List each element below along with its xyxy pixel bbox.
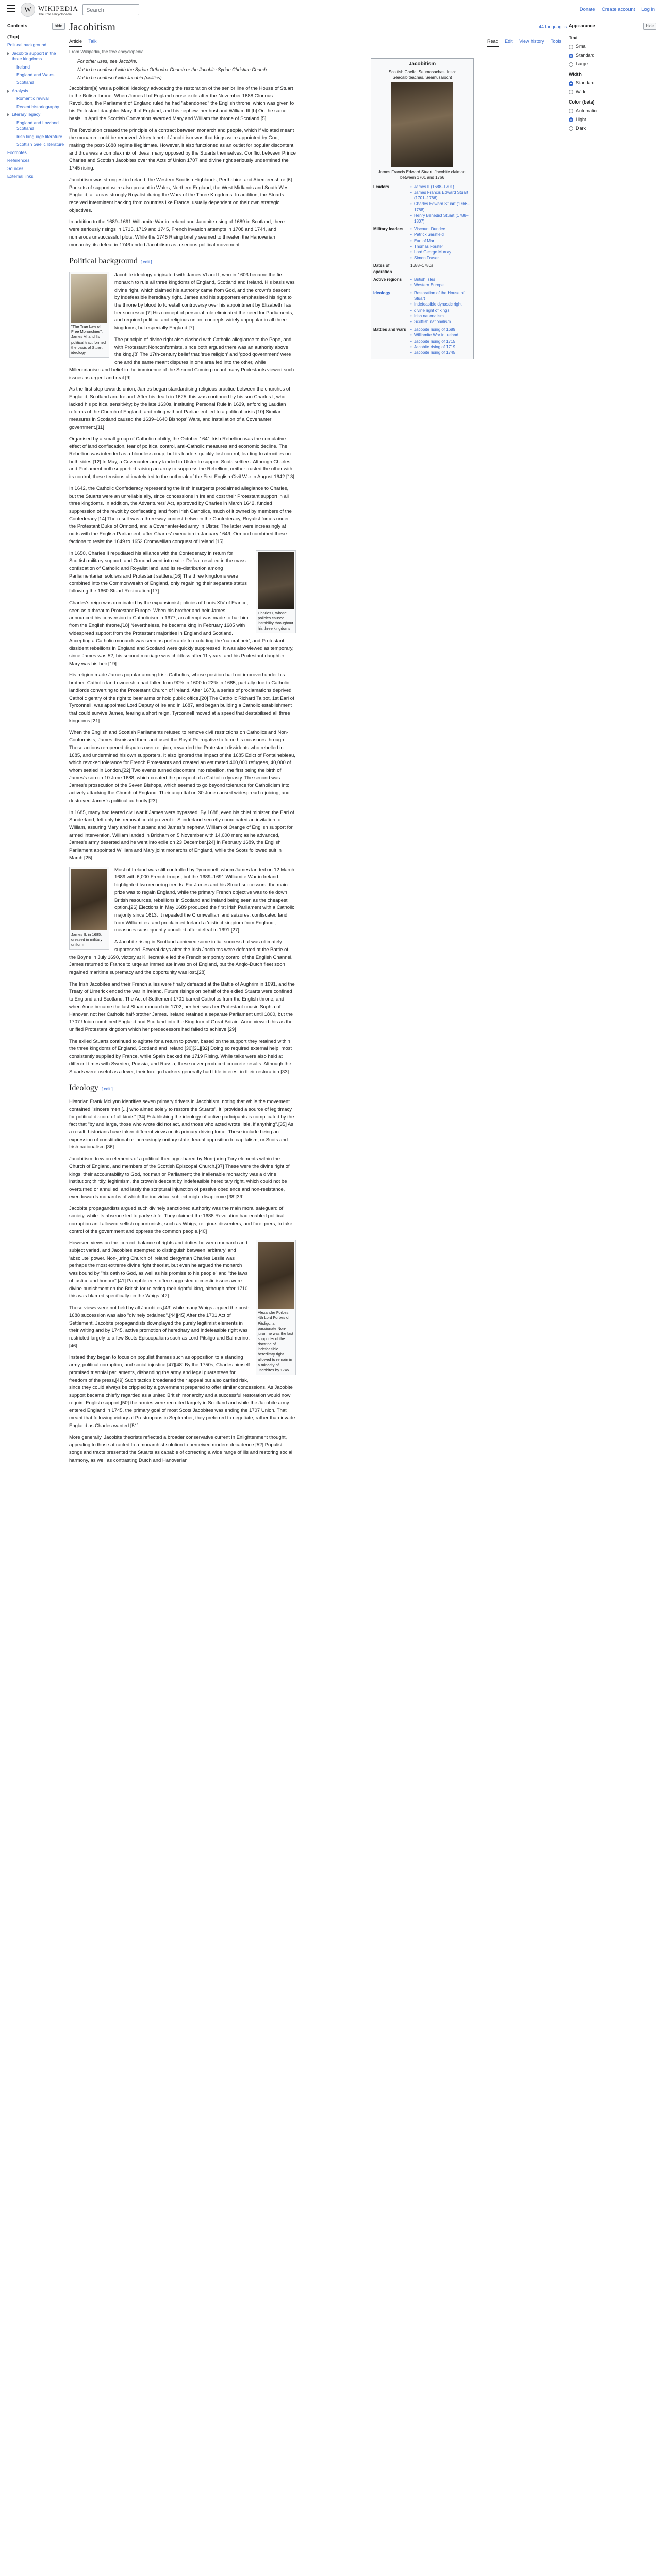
region-item[interactable]: • British Isles [410,277,471,282]
toc-item[interactable]: External links [7,174,34,179]
infobox-subtitle: Scottish Gaelic: Seumasachas; Irish: Séacaibíteachas, Séamusaíocht [388,70,456,80]
paragraph: Jacobitism drew on elements of a political theology shared by Non-juring Tory elements within the Church of England, and members of the Scottish Episcopal Church.[37] These were the divine right of kings, their accountability to God, not man or Parliament; the inalienable monarchy was a divine institution; thirdly, legitimism, the crown's descent by indefeasible hereditary right, which could not be overturned or annulled; and lastly the scriptural injunction of passive obedience and non-resistance, even towards monarchs of which the individual subject might disapprove.[38][39] [69,1156,290,1200]
ideology-item[interactable]: • Scottish nationalism [410,319,471,325]
toc-item[interactable]: Recent historiography [16,104,59,109]
leader-item[interactable]: • James Francis Edward Stuart (1701–1766) [410,190,471,201]
figure-image[interactable] [258,552,294,609]
leader-item[interactable]: • James II (1688–1701) [410,184,471,190]
toc-header [7,23,65,31]
paragraph: Jacobitism was strongest in Ireland, the Western Scottish Highlands, Perthshire, and Aberdeenshire.[6] Pockets of support were also present in Wales, Northern England, the West Midlands and South West England, all areas strongly Royalist during the Wars of the Three Kingdoms. In addition, the Stuarts received intermittent backing from countries like France, usually dependent on their own strategic objectives. [69,177,292,213]
figure-james-ii [69,867,109,950]
section-heading-political-background: Political background [ edit ] [69,256,296,267]
option-label: Large [576,61,588,67]
appearance-panel [569,23,656,134]
paragraph: In 1650, Charles II repudiated his alliance with the Confederacy in return for Scottish military support, and Ormond went into exile. Defeat resulted in the mass confiscation of Catholic and Royalist land, and its re-distribution among Parliamentarian soldiers and Protestant settlers.[16] The three kingdoms were combined into the Commonwealth of England, only regaining their separate status following the 1660 Stuart Restoration.[17] [69,550,247,595]
site-header [0,0,662,20]
text-size-label: Text [569,35,578,41]
article-column [69,85,296,1464]
option-label: Small [576,44,588,49]
toc-item[interactable]: England and Wales [16,72,55,77]
edit-section-link[interactable]: [ edit ] [140,260,152,265]
figure-image[interactable] [71,274,107,323]
wordmark[interactable]: WIKIPEDIA [38,5,78,12]
military-leader-item[interactable]: • Lord George Murray [410,249,471,255]
battles-label: Battles and wars [373,327,406,332]
paragraph: However, views on the 'correct' balance of rights and duties between monarch and subject varied, and Jacobites attempted to distinguish between 'arbitrary' and 'absolute' power. Non-juring Church of Ireland clergyman Charles Leslie was perhaps the most extreme divine right theorist, but even he argued the monarch was bound by "his oath to God, as well as his promise to his people" and "the laws of justice and honour".[41] Pamphleteers often suggested domestic issues were divine punishment on the British for rejecting their rightful king, although after 1710 this was blamed specifically on the Whigs.[42] [69,1240,248,1299]
toc-item[interactable]: Footnotes [7,149,27,155]
toc-item[interactable]: England and Lowland Scotland [16,120,59,131]
login-link[interactable]: Log in [641,7,655,12]
battle-item[interactable]: • Jacobite rising of 1719 [410,344,471,350]
radio-button[interactable] [569,109,573,113]
user-tools [574,6,655,14]
create-account-link[interactable]: Create account [602,7,635,12]
search-input[interactable] [82,4,139,15]
tagline: The Free Encyclopedia [38,12,72,16]
paragraph: In addition to the 1689–1691 Williamite War in Ireland and Jacobite rising of 1689 in Scotland, there were seriously risings in 1715, 1719 and 1745, French invasion attempts in 1708 and 1744, and numerous unsuccessful plots. While the 1745 Rising briefly seemed to threaten the Hanoverian monarchy, its defeat in 1746 ended Jacobitism as a serious political movement. [69,219,285,248]
battle-item[interactable]: • Jacobite rising of 1689 [410,327,471,332]
military-leader-item[interactable]: • Simon Fraser [410,255,471,261]
option-label: Automatic [576,108,597,113]
paragraph: The principle of divine right also clashed with Catholic allegiance to the Pope, and with Protestant Nonconformists, since both argued there was an authority above the king.[8] The 17th-century belief that 'true religion' and 'good government' were one and the same meant disputes in one area fed into the other, while Millenarianism and belief in the imminence of the Second Coming meant many Protestants viewed such issues as urgent and real.[9] [69,336,294,381]
hatnote: Not to be confused with the Syrian Orthodox Church or the Jacobite Syrian Christian Church. [77,67,268,73]
color-option[interactable] [569,116,656,124]
figure-caption: Alexander Forbes, 4th Lord Forbes of Pitsligo; a passionate Non-juror, he was the last supporter of the doctrine of indefeasible hereditary right allowed to remain in a minority of Jacobites by 1745 [258,1310,293,1372]
tab-read[interactable]: Read [487,37,499,47]
ideology-label[interactable]: Ideology [373,291,390,296]
wikipedia-logo-icon[interactable]: W [21,3,35,17]
radio-button[interactable] [569,45,573,49]
leader-item[interactable]: • Henry Benedict Stuart (1788–1807) [410,213,471,224]
toc-item[interactable]: Analysis [7,88,65,94]
text-size-option[interactable] [569,52,656,59]
region-item[interactable]: • Western Europe [410,282,471,288]
paragraph: Instead they began to focus on populist themes such as opposition to a standing army, political corruption, and social injustice.[47][48] By the 1750s, Charles himself promised triennial parliaments, disbanding the army and legal guarantees for freedom of the press.[49] Such tactics broadened their appeal but also carried risk, since they could always be crippled by a government prepared to offer similar concessions. As Jacobite support became chiefly regarded as a united British monarchy and a successful restoration would now require English support,[50] the armies were recruited largely in Scotland and while the Jacobite army entered England in 1745, the primary goal of most Scots Jacobites was ending the 1707 Union. That meant that following victory at Prestonpans in September, they preferred to negotiate, rather than invade England as Charles wanted.[51] [69,1354,295,1429]
military-label: Military leaders [373,227,404,232]
ideology-item[interactable]: • Restoration of the House of Stuart [410,290,471,301]
color-option[interactable] [569,125,656,132]
ideology-item[interactable]: • Irish nationalism [410,313,471,319]
battle-item[interactable]: • Jacobite rising of 1745 [410,350,471,355]
toc-top-link[interactable]: (Top) [7,34,20,40]
toc-item[interactable]: Irish language literature [16,133,62,139]
paragraph: Historian Frank McLynn identifies seven primary drivers in Jacobitism, noting that while the movement contained "sincere men [...] who aimed solely to restore the Stuarts", it "provided a source of legitimacy for political discord of all kinds".[34] Establishing the ideology of active participants is complicated by the fact that "by and large, those who wrote did not act, and those who acted wrote little, if anything".[35] As a result, historians have taken different views on its primary driving force. These include being an expression of constitutional or increasingly unitary state, feudal opposition to capitalism, or Scots and Irish nationalism.[36] [69,1099,294,1150]
radio-button[interactable] [569,117,573,122]
hatnote: Not to be confused with Jacobin (politics). [77,75,163,81]
donate-link[interactable]: Donate [579,7,595,12]
paragraph: In 1642, the Catholic Confederacy representing the Irish insurgents proclaimed allegiance to Charles, but the Stuarts were an unreliable ally, since concessions in Ireland cost their Protestant support in all three kingdoms. In addition, the Adventurers' Act, approved by Charles in March 1642, funded suppression of the revolt by confiscating land from Irish Catholics, much of it owned by members of the Confederacy.[14] The result was a three-way contest between the Confederacy, Royalist forces under the Protestant Duke of Ormond, and a Covenanter-led army in Ulster. The latter were increasingly at odds with the English Parliament; after Charles' execution in January 1649, Ormond combined these factions to resist the 1649 to 1652 Cromwellian conquest of Ireland.[15] [69,485,292,545]
search-placeholder: Search [86,7,104,13]
radio-button[interactable] [569,126,573,131]
width-option[interactable] [569,80,656,87]
toc-item[interactable]: Scotland [16,80,34,86]
hatnote: For other uses, see Jacobite. [77,59,138,64]
option-label: Standard [576,53,595,58]
radio-button[interactable] [569,54,573,58]
ideology-item[interactable]: • divine right of kings [410,308,471,313]
paragraph: More generally, Jacobite theorists reflected a broader conservative current in Enlightenment thought, appealing to those attracted to a monarchist solution to perceived modern decadence.[52] Populist songs and tracts presented the Stuarts as capable of correcting a wide range of ills and restoring social harmony, as well as contrasting Dutch and Hanoverian [69,1434,293,1463]
military-leader-item[interactable]: • Viscount Dundee [410,226,471,232]
radio-button[interactable] [569,90,573,94]
toc-item[interactable]: References [7,158,30,163]
option-label: Wide [576,89,587,95]
battle-item[interactable]: • Williamite War in Ireland [410,332,471,338]
figure-charles-i [256,550,296,634]
infobox-table [373,183,471,357]
infobox-title: Jacobitism [408,61,436,67]
dates-label: Dates of operation [373,263,392,274]
paragraph: Organised by a small group of Catholic nobility, the October 1641 Irish Rebellion was the cumulative effect of land confiscation, fear of political control, anti-Catholic measures and economic decline. The Rebellion was intended as a bloodless coup, but its leaders quickly lost control, leading to atrocities on both sides.[12] In May, a Covenanter army landed in Ulster to support Scots settlers. Although Charles and Parliament both supported raising an army to suppress the Rebellion, neither trusted the other with its control; these tensions ultimately led to the outbreak of the First English Civil War in August 1642.[13] [69,436,294,480]
tab-talk[interactable]: Talk [88,39,97,44]
toc-hide-button[interactable]: hide [52,23,65,30]
option-label: Dark [576,125,586,131]
radio-button[interactable] [569,81,573,86]
toc-item[interactable]: Literary legacy [7,112,65,117]
infobox [371,58,474,359]
text-size-option[interactable] [569,43,656,50]
toc-item[interactable]: Jacobite support in the three kingdoms [7,50,65,62]
military-leader-item[interactable]: • Patrick Sarsfield [410,232,471,238]
infobox-portrait[interactable] [391,82,453,167]
edit-section-link[interactable]: [ edit ] [101,1087,113,1092]
appearance-hide-button[interactable]: hide [643,23,656,30]
toc-item[interactable]: Romantic revival [16,96,49,101]
paragraph: Jacobite propagandists argued such divinely sanctioned authority was the main moral safeguard of society, while its absence led to party strife. They claimed the 1688 Revolution had enabled political corruption and allowed selfish opportunists, such as Whigs, religious dissenters, and foreigners, to take control of the government and oppress the common people.[40] [69,1206,293,1234]
color-option[interactable] [569,108,656,115]
paragraph: The exiled Stuarts continued to agitate for a return to power, based on the support they retained within the three kingdoms of England, Scotland and Ireland.[30][31][32] Doing so required external help, most consistently supplied by France, while Spain backed the 1719 Rising. While talks were also held at different times with Sweden, Prussia, and Russia, these never produced concrete results. Although the Stuarts were useful as a lever, their foreign backers generally had little interest in their restoration.[33] [69,1038,292,1075]
battle-item[interactable]: • Jacobite rising of 1715 [410,338,471,344]
leaders-label: Leaders [373,184,389,189]
width-label: Width [569,72,582,77]
paragraph: His religion made James popular among Irish Catholics, whose position had not improved under his brother. Catholic land ownership had fallen from 90% in 1600 to 22% in 1685, partially due to Catholic landlords converting to the Protestant Church of Ireland. After 1673, a series of proclamations deprived Catholic gentry of the right to bear arms or hold public office.[20] The Catholic Richard Talbot, 1st Earl of Tyrconnell, was appointed Lord Deputy of Ireland in 1687, and began building a Catholic establishment that could survive James, fearing a short reign, Tyrconnell moved at a speed that destabilised all three kingdoms.[21] [69,672,294,724]
paragraph: The Irish Jacobites and their French allies were finally defeated at the Battle of Aughrim in 1691, and the Treaty of Limerick ended the war in Ireland. Future risings on behalf of the exiled Stuarts were confined to England and Scotland. The Act of Settlement 1701 barred Catholics from the English throne, and when Anne became the last Stuart monarch in 1702, her heir was her Protestant cousin Sophia of Hanover, not her Catholic half-brother James. Ireland retained a separate Parliament until 1800, but the 1707 Union combined England and Scotland into the Kingdom of Great Britain. Anne viewed this as the unified Protestant kingdom which her predecessors had failed to achieve.[29] [69,981,295,1032]
color-label: Color (beta) [569,99,595,105]
width-option[interactable] [569,89,656,96]
toc-item[interactable]: Ireland [16,64,30,70]
figure-image[interactable] [71,869,107,930]
site-subtitle: From Wikipedia, the free encyclopedia [69,49,144,54]
option-label: Light [576,116,586,122]
ideology-item[interactable]: • Indefeasible dynastic right [410,301,471,307]
paragraph: In 1685, many had feared civil war if James were bypassed. By 1688, even his chief minister, the Earl of Sunderland, felt only his removal could prevent it. Sunderland secretly coordinated an invitation to William, assuring Mary and her husband and James's nephew, William of Orange of English support for armed intervention. William landed in Brixham on 5 November with 14,000 men; as he advanced, James's army deserted and he went into exile on 23 December.[24] In February 1689, the English Parliament appointed William and Mary joint monarchs of England, while the Scots followed suit in March.[25] [69,809,294,861]
dates-value: 1688–1780s [410,263,434,268]
text-size-option[interactable] [569,61,656,68]
language-selector[interactable]: 44 languages [538,24,567,29]
tab-edit[interactable]: Edit [505,39,513,44]
leader-item[interactable]: • Charles Edward Stuart (1766–1788) [410,201,471,212]
page-tabs [69,36,567,46]
article-content [69,21,567,1468]
paragraph: A Jacobite rising in Scotland achieved some initial success but was ultimately suppressed. Several days after the Irish Jacobites were defeated at the Battle of the Boyne in July 1690, victory at Killiecrankie led the French temporary control of the English Channel. James returned to France to urge an immediate invasion of England, but the Anglo-Dutch fleet soon regained maritime supremacy and the opportunity was lost.[28] [69,939,293,975]
radio-button[interactable] [569,62,573,67]
toc-title: Contents [7,23,27,29]
appearance-title: Appearance [569,23,595,28]
military-leader-item[interactable]: • Thomas Forster [410,244,471,249]
figure-lord-pitsligo [256,1240,296,1375]
paragraph: These views were not held by all Jacobites,[43] while many Whigs argued the post-1688 succession was also "divinely ordained".[44][45] After the 1701 Act of Settlement, Jacobite propagandists downplayed the purely legitimist elements in their writing and by 1745, active promotion of hereditary and indefeasible right was restricted largely to a few Scots Episcopalians such as Lord Pitsligo and Balmerino.[46] [69,1305,250,1349]
tab-view-history[interactable]: View history [519,39,544,44]
infobox-caption: James Francis Edward Stuart, Jacobite claimant between 1701 and 1766 [378,169,467,180]
figure-image[interactable] [258,1242,294,1309]
military-leader-item[interactable]: • Earl of Mar [410,238,471,244]
paragraph: Jacobite ideology originated with James VI and I, who in 1603 became the first monarch to rule all three kingdoms of England, Scotland and Ireland. His basis was divine right, which claimed his authority came from God, and the crown's descent by indefeasible hereditary right. James and his supporters emphasised his right to the throne by blood to forestall controversy over his appointment by Elizabeth I as her successor.[7] His concept of personal rule eliminated the need for Parliaments; and required political and religious union, concepts widely unpopular in all three kingdoms, but especially England.[7] [114,272,295,331]
paragraph: Most of Ireland was still controlled by Tyrconnell, whom James landed on 12 March 1689 with 6,000 French troops, but the 1689–1691 Williamite War in Ireland highlighted two recurring trends. For James and his Stuart successors, the main prize was to regain England, while the primary French objective was to tie down British resources, rebellions in Scotland and Ireland being seen as the cheapest option.[26] Elections in May 1689 produced the first Irish Parliament with a Catholic majority since 1613. It repealed the Cromwellian land seizures, confiscated land from Williamites, and proclaimed Ireland a 'distinct kingdom from England', measures subsequently annulled after defeat in 1691.[27] [114,867,295,934]
paragraph: The Revolution created the principle of a contract between monarch and people, which if violated meant the monarch could be removed. A key tenet of Jacobitism was that kings were appointed by God, making the post-1688 regime illegitimate. However, it also functioned as an outlet for popular discontent, and thus was a complex mix of ideas, many opposed by the Stuarts themselves. Conflict between Prince Charles and Scottish Jacobites over the Acts of Union 1707 and divine right seriously undermined the 1745 rising. [69,127,296,172]
paragraph: When the English and Scottish Parliaments refused to remove civil restrictions on Catholics and Non-Conformists, James dismissed them and used the Royal Prerogative to force his measures through. These actions re-opened disputes over religion, rewarded the Protestant dissidents who rebelled in 1685, and undermined his own supporters. It also ignored the impact of the 1685 Edict of Fontainebleau, which revoked tolerance for French Protestants and created an estimated 400,000 refugees, 40,000 of whom settled in London.[22] Two events turned discontent into rebellion, the first being the birth of James's son on 10 June 1688, which created the prospect of a Catholic dynasty. The second was James's prosecution of the Seven Bishops, which seemed to go beyond tolerance for Catholicism into actively attacking the Church of England. Their acquittal on 30 June caused widespread rejoicing, and destroyed James's political authority.[23] [69,730,295,804]
figure-caption: Charles I, whose policies caused instability throughout his three kingdoms [258,610,293,631]
toc-item[interactable]: Sources [7,165,24,171]
table-of-contents [7,23,65,182]
main-menu-button[interactable] [7,5,15,12]
paragraph: Charles's reign was dominated by the expansionist policies of Louis XIV of France, seen as a threat to Protestant Europe. When his brother and heir James announced his conversion to Catholicism in 1677, an attempt was made to bar him from the English throne.[18] Nevertheless, he became king in February 1685 with widespread support from the Protestant majorities in England and Scotland. Accepting a Catholic monarch was seen as preferable to excluding the 'natural heir', and Protestant dissident rebellions in England and Scotland were quickly suppressed. It was also viewed as temporary, since James was 52, his second marriage was childless after 11 years, and his Protestant daughter Mary was his heir.[19] [69,600,294,667]
regions-label: Active regions [373,277,402,282]
page-title: Jacobitism [69,21,115,33]
figure-caption: "The True Law of Free Monarchies"; James VI and I's political tract formed the basis of Stuart ideology [71,324,106,355]
figure-caption: James II, in 1685, dressed in military uniform [71,931,103,947]
figure-true-law [69,272,109,358]
section-heading-ideology: Ideology [ edit ] [69,1083,296,1094]
toc-item[interactable]: Political background [7,42,47,48]
tab-article[interactable]: Article [69,37,82,47]
paragraph: Jacobitism[a] was a political ideology advocating the restoration of the senior line of the House of Stuart to the British throne. When James II of England chose exile after the November 1688 Glorious Revolution, the Parliament of England ruled he had "abandoned" the English throne, which was given to his Protestant daughter Mary II of England, and his nephew, her husband William III.[b] On the same basis, in April the Scottish Convention awarded Mary and William the throne of Scotland.[5] [69,85,294,122]
toc-item[interactable]: Scottish Gaelic literature [16,142,64,147]
paragraph: As the first step towards union, James began standardising religious practice between the churches of England, Scotland and Ireland. After his death in 1625, this was continued by his son Charles I, who lacked his political sensitivity; by the late 1630s, instituting Personal Rule in 1629, enforcing Laudian reforms of the Church of England, and ruling without Parliament led to a political crisis.[10] Similar measures in Scotland caused the 1639–1640 Bishops' Wars, and installation of a Covenanter government.[11] [69,386,290,430]
option-label: Standard [576,80,595,86]
tab-tools[interactable]: Tools [550,39,561,44]
